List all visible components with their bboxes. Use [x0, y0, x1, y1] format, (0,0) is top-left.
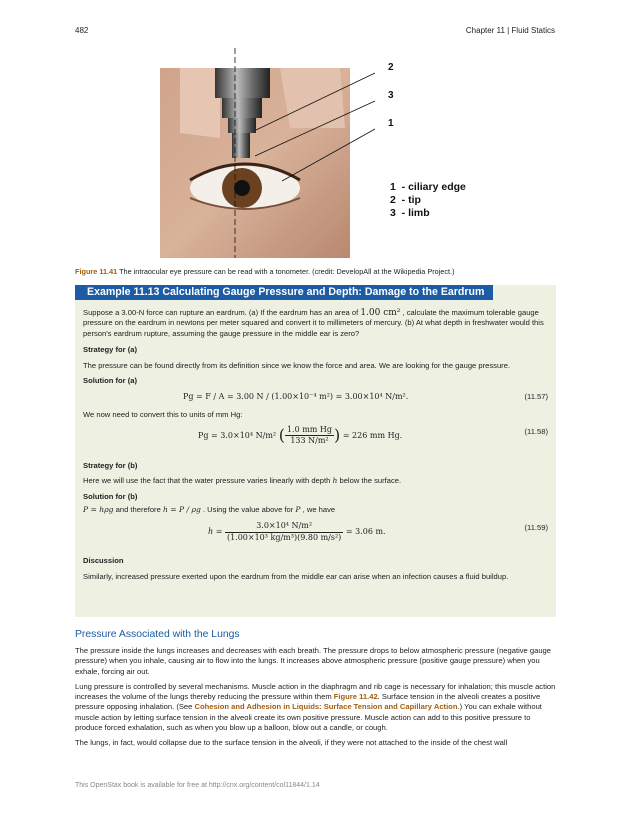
solution-b-eq2: h = P / ρg	[162, 505, 201, 515]
eq57-expression: Pg = F / A = 3.00 N / (1.00×10⁻⁴ m²) = 3.00×10⁴ N/m².	[183, 392, 409, 402]
eq58-left: Pg = 3.0×10⁴ N/m²	[198, 430, 277, 440]
strategy-a-text: The pressure can be found directly from its definition since we know the force and area. We are looking for the gauge pressure.	[83, 360, 511, 370]
example-box	[75, 285, 556, 617]
equation-11-58	[83, 423, 548, 457]
section-body	[75, 646, 556, 754]
legend-tip: 2 - tip	[390, 194, 421, 206]
tonometer-tip	[232, 133, 250, 158]
figure-caption	[75, 267, 555, 277]
eq59-expression	[208, 521, 386, 543]
p2-text-c: .) You can exhale without muscle action by letting surface tension in the alveoli create its own positive pressure. Muscle action can add to this positive pressure to produce forced exhalation, such as when you blow up a balloon, blow out a candle, or cough.	[75, 702, 542, 733]
example-title: Example 11.13 Calculating Gauge Pressure and Depth: Damage to the Eardrum	[75, 285, 493, 300]
eq58-frac-top: 1.0 mm Hg	[285, 425, 334, 436]
problem-text-b: , calculate the maximum tolerable gauge pressure on the eardrum in newtons per meter squared and convert it to millimeters of mercury. (b) At what depth in freshwater would this person's eardrum rupture, assuming the gauge pressure in the middle ear is zero?	[83, 308, 544, 338]
example-body	[83, 308, 548, 582]
legend-ciliary-edge: 1 - ciliary edge	[390, 181, 466, 193]
section-title: Pressure Associated with the Lungs	[75, 629, 240, 640]
section-paragraph-1: The pressure inside the lungs increases and decreases with each breath. The pressure drops to below atmospheric pressure (negative gauge pressure) when you inhale, causing air to flow into the lungs. It increases above atmospheric pressure (positive gauge pressure) when you exhale, forcing air out.	[75, 646, 552, 676]
section-paragraph-2	[75, 682, 556, 733]
solution-b-end: , we have	[300, 505, 336, 515]
example-problem	[83, 308, 548, 339]
convert-text: We now need to convert this to units of mm Hg:	[83, 410, 243, 420]
callout-1: 1	[388, 118, 394, 129]
solution-b-heading: Solution for (b)	[83, 491, 138, 501]
figure-caption-label: Figure 11.41	[75, 267, 118, 276]
figure-caption-text: The intraocular eye pressure can be read with a tonometer. (credit: DevelopAll at the Wikipedia Project.)	[117, 267, 455, 276]
tonometer-body	[215, 68, 270, 98]
solution-b-eq1: P = hρg	[83, 505, 114, 515]
pupil	[234, 180, 250, 196]
solution-b-mid: and therefore	[113, 505, 163, 515]
eq58-right: = 226 mm Hg.	[342, 430, 403, 440]
discussion-heading: Discussion	[83, 556, 124, 566]
discussion-text: Similarly, increased pressure exerted upon the eardrum from the middle ear can arise when an infection causes a fluid buildup.	[83, 571, 509, 581]
eq58-expression: Pg = 3.0×10⁴ N/m² ( $\frac{\text{1.0 mm Hg}}{\text{133 N/m²}}$ ) = 226 mm Hg.	[198, 424, 403, 446]
figure-11-42-link[interactable]: Figure 11.42	[333, 692, 378, 702]
callout-2: 2	[388, 62, 394, 73]
equation-11-57	[83, 388, 548, 410]
solution-b-var: P	[295, 505, 301, 515]
page-footer: This OpenStax book is available for free at http://cnx.org/content/col11844/1.14	[75, 782, 320, 789]
p2-text-a: Lung pressure is controlled by several mechanisms. Muscle action in the diaphragm and rib cage is necessary for inhalation; this muscle action increases the volume of the lungs thereby reducing the pressure within them	[75, 681, 556, 702]
strategy-b-var: h	[332, 476, 338, 486]
equation-11-59	[83, 519, 548, 553]
eq59-number: (11.59)	[524, 523, 548, 533]
page-number: 482	[75, 26, 89, 35]
strategy-b-text	[83, 476, 548, 486]
problem-area: 1.00 cm²	[360, 308, 401, 318]
eq58-frac-bottom: 133 N/m²	[290, 436, 329, 446]
eq57-number: (11.57)	[524, 392, 548, 402]
tonometer-eye-figure	[160, 48, 467, 258]
strategy-b-text-a: Here we will use the fact that the water pressure varies linearly with depth	[83, 476, 333, 486]
section-paragraph-3: The lungs, in fact, would collapse due to the surface tension in the alveoli, if they were not attached to the inside of the chest wall	[75, 738, 508, 748]
eq59-frac-top: 3.0×10⁴ N/m²	[225, 521, 343, 532]
problem-text-a: Suppose a 3.00-N force can rupture an eardrum. (a) If the eardrum has an area of	[83, 308, 361, 317]
eq59-fraction	[225, 521, 343, 543]
eq58-fraction	[285, 425, 334, 447]
eq59-frac-bottom: (1.00×10³ kg/m³)(9.80 m/s²)	[226, 532, 342, 542]
chapter-header: Chapter 11 | Fluid Statics	[465, 26, 555, 35]
solution-b-text	[83, 505, 548, 515]
p2-text-b: . Surface tension in the alveoli creates a positive pressure opposing inhalation. (See	[75, 692, 541, 712]
strategy-b-heading: Strategy for (b)	[83, 460, 138, 470]
cohesion-adhesion-link[interactable]: Cohesion and Adhesion in Liquids: Surface Tension and Capillary Action	[194, 702, 458, 712]
strategy-a-heading: Strategy for (a)	[83, 345, 138, 355]
solution-b-mid2: . Using the value above for	[200, 505, 296, 515]
eq58-number: (11.58)	[524, 426, 548, 436]
callout-3: 3	[388, 90, 394, 101]
strategy-b-text-b: below the surface.	[337, 476, 402, 486]
eq59-left: h =	[208, 527, 223, 537]
solution-a-heading: Solution for (a)	[83, 376, 137, 386]
eq59-right: = 3.06 m.	[345, 527, 386, 537]
legend-limb: 3 - limb	[390, 207, 430, 219]
